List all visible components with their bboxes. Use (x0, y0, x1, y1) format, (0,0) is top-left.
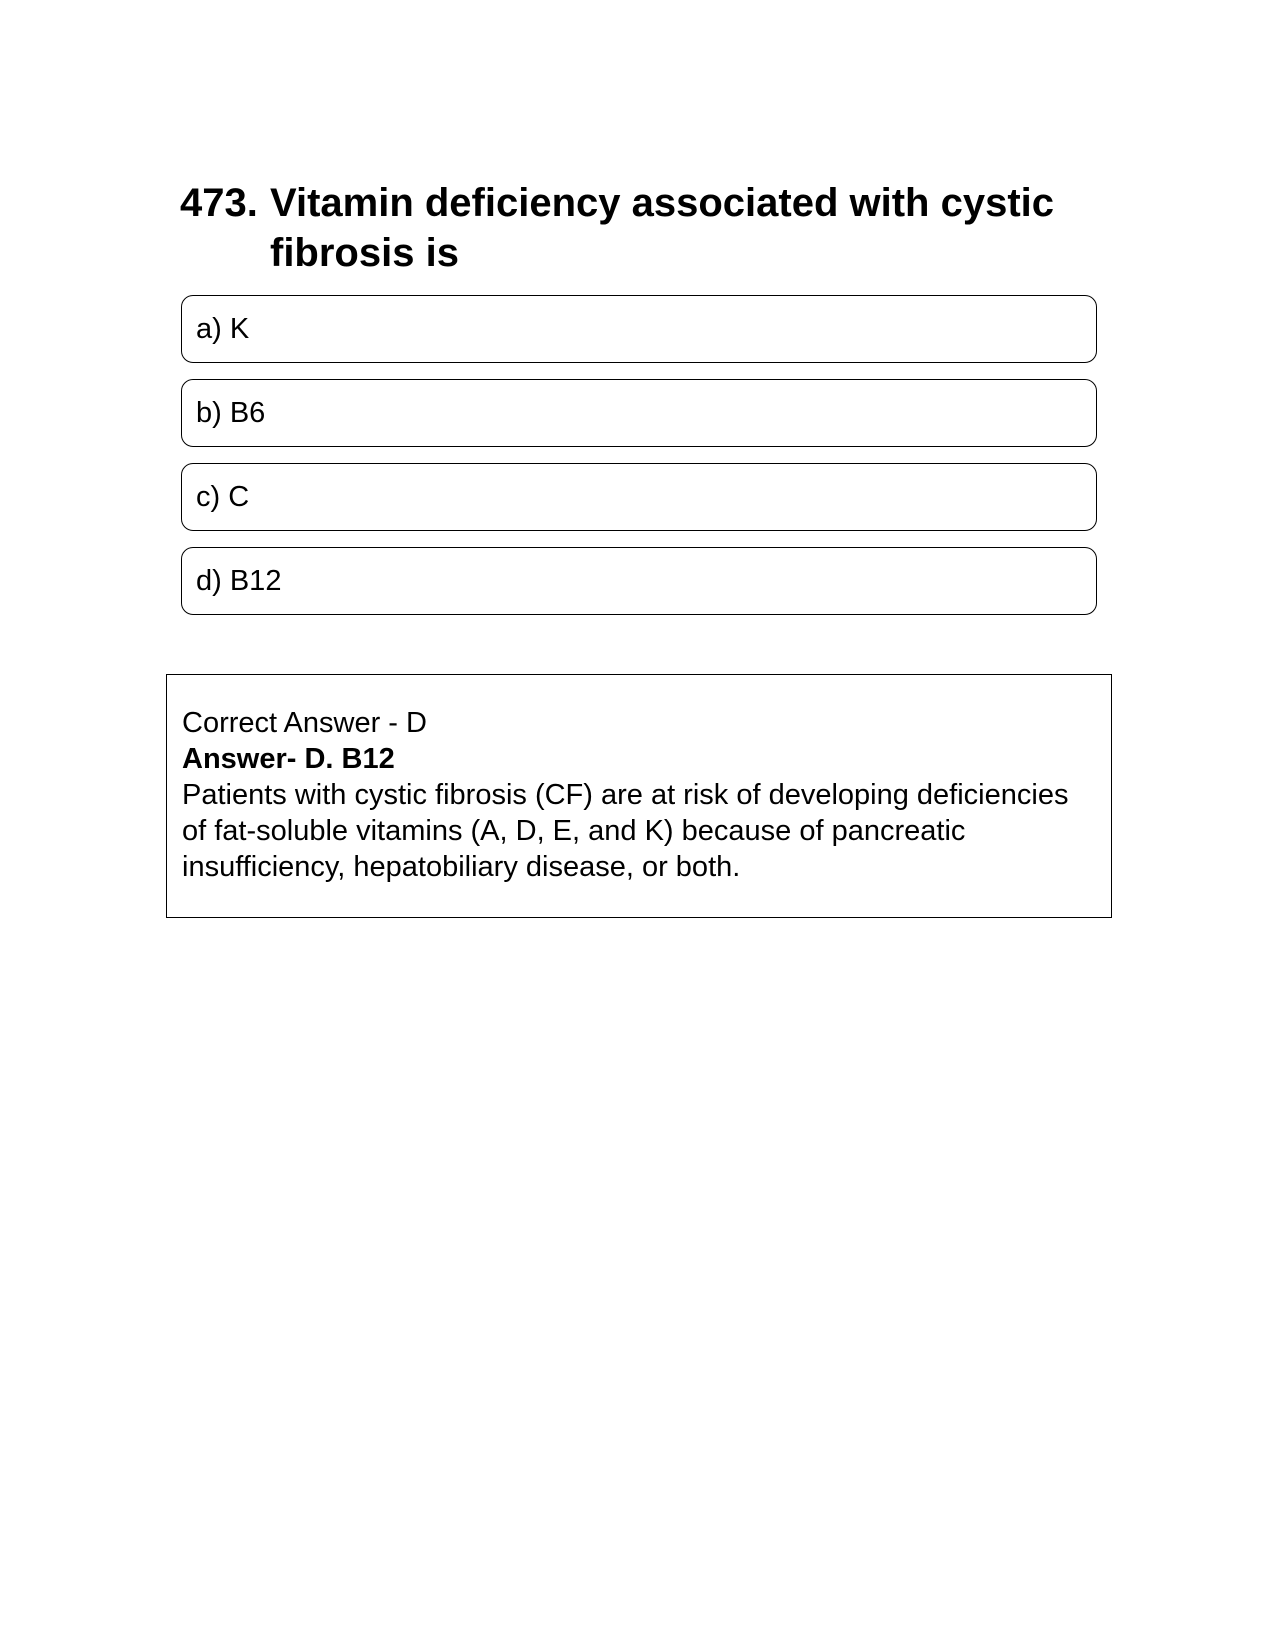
question-number: 473. (180, 181, 258, 225)
option-b[interactable]: b) B6 (181, 379, 1097, 447)
option-a[interactable]: a) K (181, 295, 1097, 363)
correct-answer-line: Correct Answer - D (182, 707, 427, 739)
answer-explanation: Patients with cystic fibrosis (CF) are at risk of developing deficiencies of fat-soluble vitamins (A, D, E, and K) because of pancreatic insufficiency, hepatobiliary disease, or both. (182, 779, 1069, 883)
answer-heading: Answer- D. B12 (182, 743, 395, 775)
question-text: Vitamin deficiency associated with cystic fibrosis is (270, 181, 1055, 275)
option-c[interactable]: c) C (181, 463, 1097, 531)
question-heading (180, 178, 1100, 278)
answer-box (166, 674, 1112, 918)
options-list (181, 295, 1097, 631)
option-d[interactable]: d) B12 (181, 547, 1097, 615)
